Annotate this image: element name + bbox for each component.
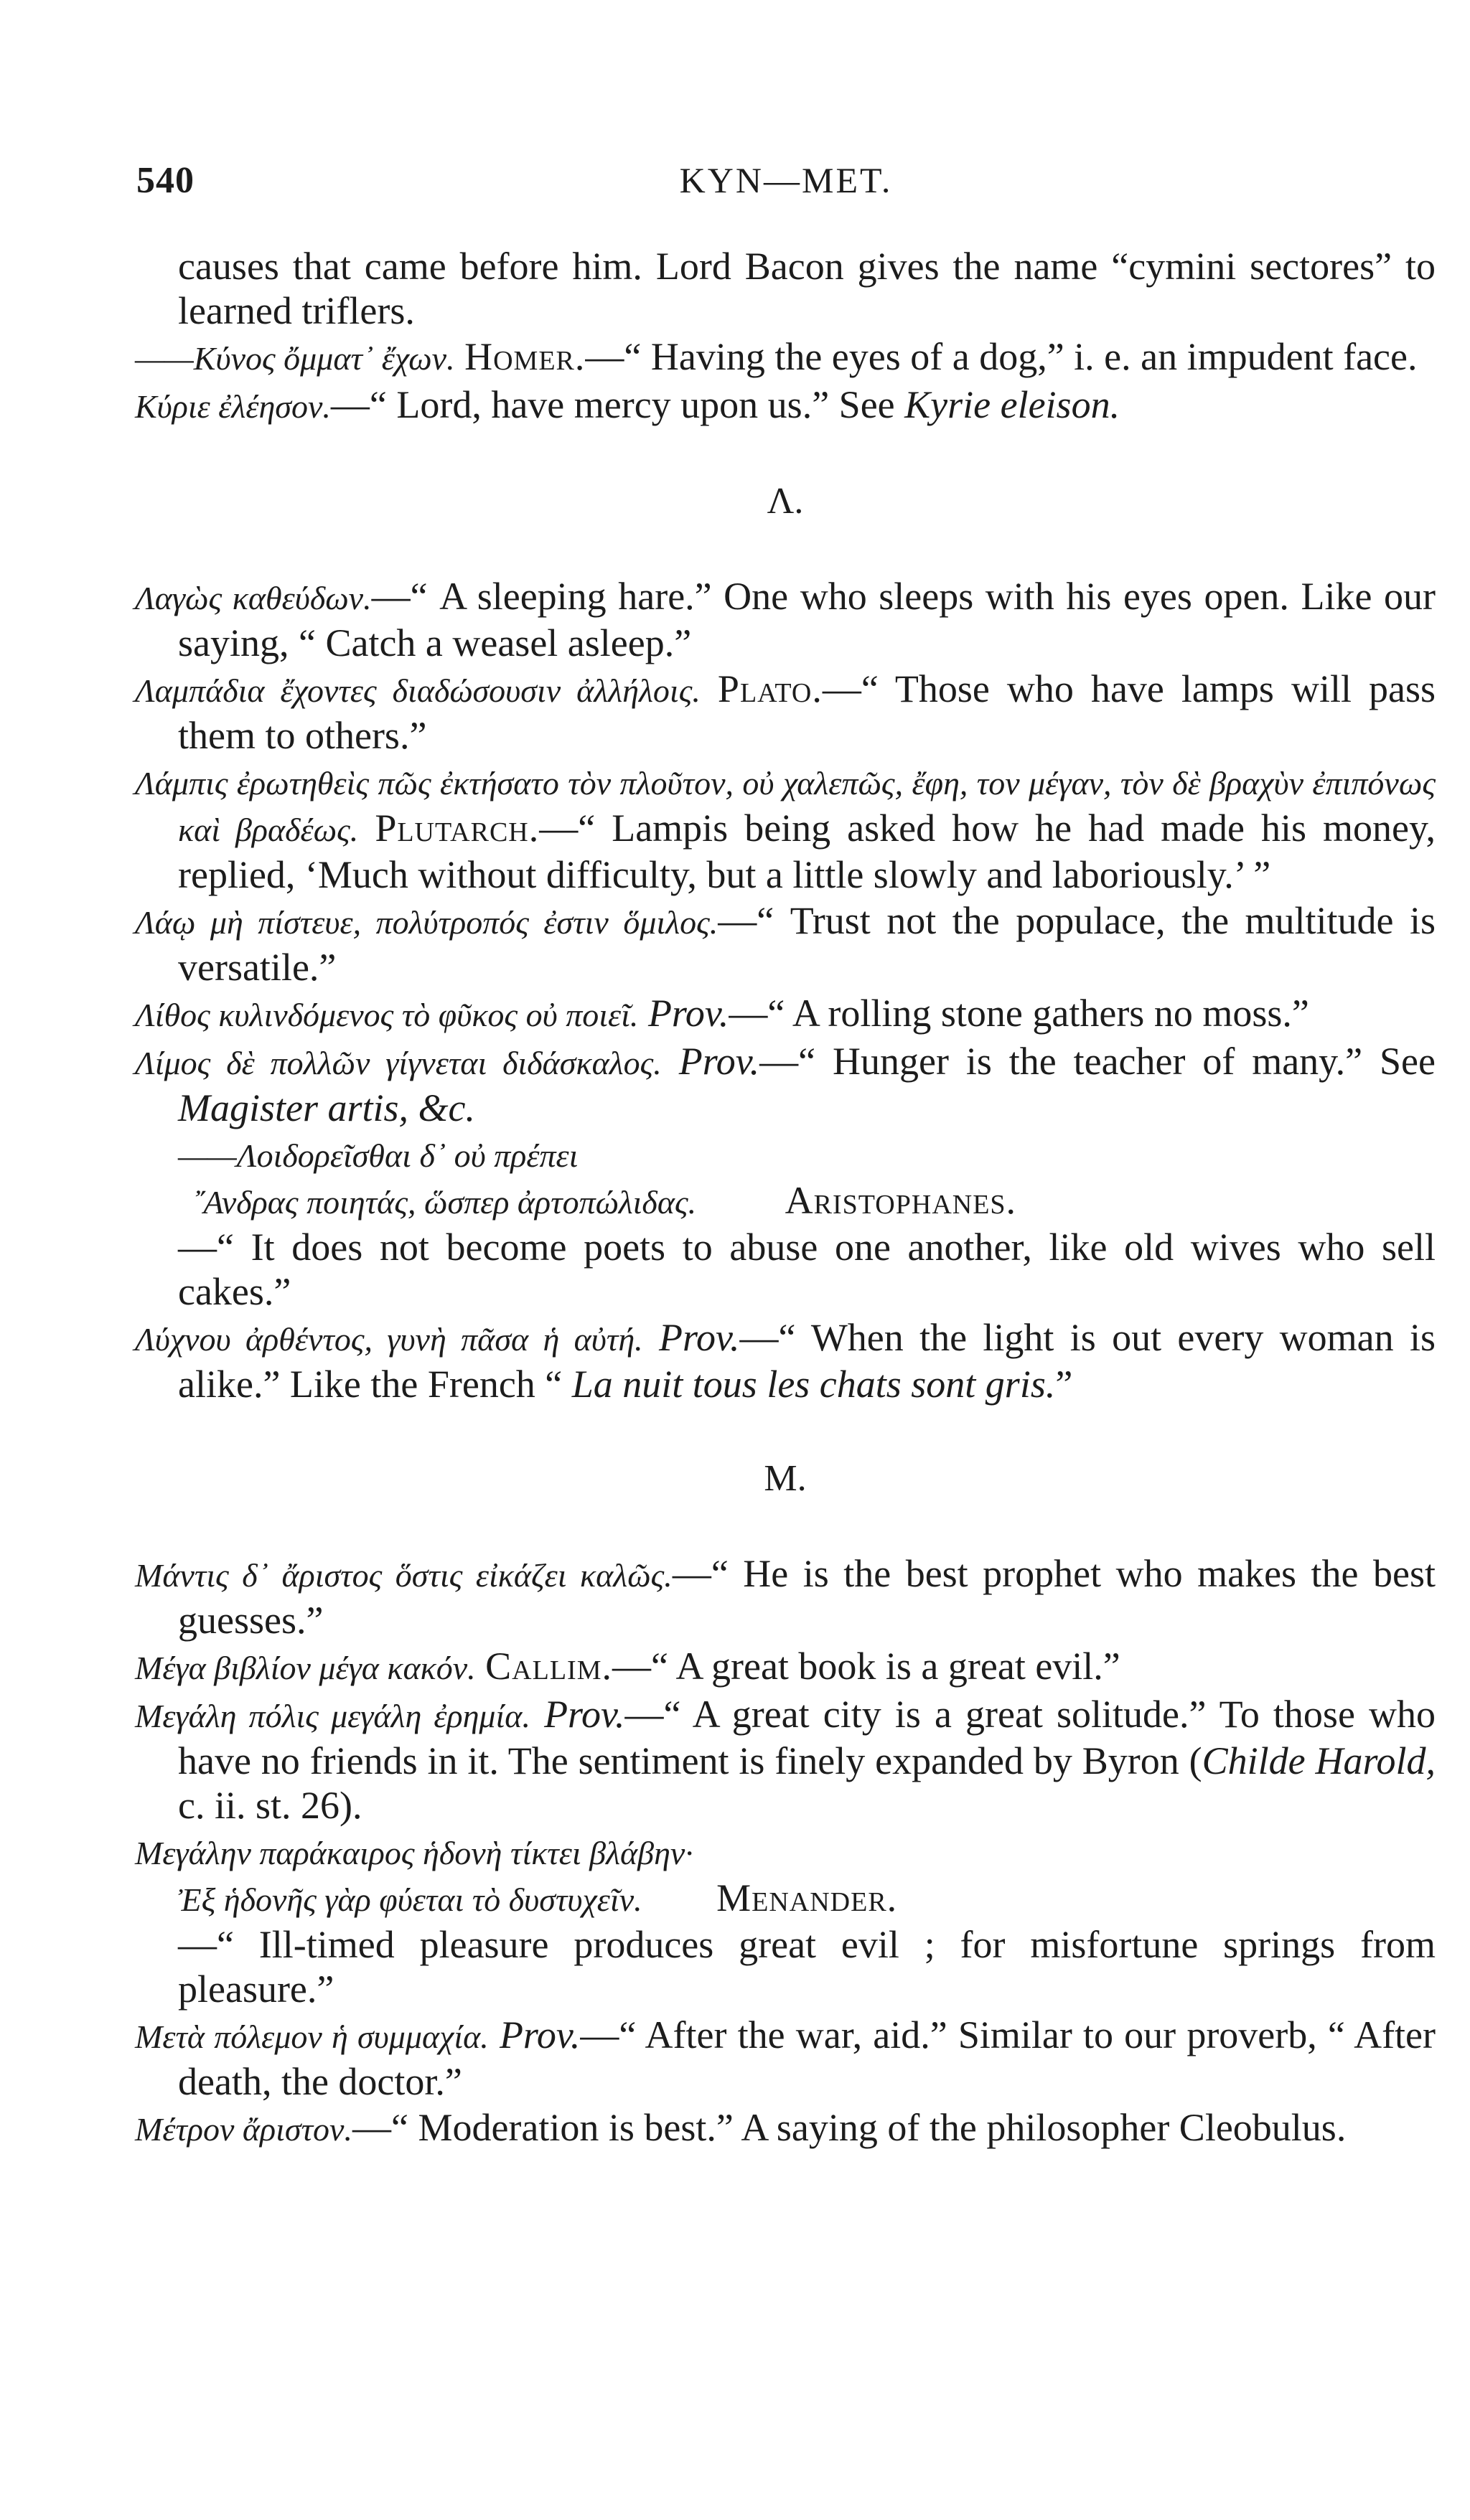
greek-phrase: Μεγάλη πόλις μεγάλη ἐρημία.: [135, 1698, 530, 1734]
translation: —“ Having the eyes of a dog,” i. e. an impudent face.: [585, 335, 1418, 378]
greek-phrase: Λάῳ μὴ πίστευε, πολύτροπός ἐστιν ὅμιλος.: [135, 904, 718, 941]
running-head: KYN—MET.: [679, 160, 893, 200]
source-author: Homer.: [464, 335, 586, 378]
cross-reference: Magister artis, &c.: [178, 1086, 475, 1129]
entry-lagos: [135, 574, 1436, 665]
translation: —“ After the war, aid.” Similar to our proverb, “ After death, the doctor.”: [178, 2013, 1436, 2103]
entry-text: causes that came before him. Lord Bacon gives the name “cymini sectores” to learned triflers.: [178, 245, 1436, 332]
source-author: Plato.: [717, 667, 823, 710]
source-author: Prov.: [659, 1316, 740, 1359]
translation-block: [135, 1225, 1436, 1314]
greek-phrase: ——Λοιδορεῖσθαι δ᾽ οὐ πρέπει: [178, 1137, 579, 1174]
cross-reference: La nuit tous les chats sont gris.: [571, 1363, 1056, 1406]
greek-phrase: Λίθος κυλινδόμενος τὸ φῦκος οὐ ποιεῖ.: [135, 997, 639, 1033]
entry-lampadia: [135, 667, 1436, 758]
greek-phrase: Ἐξ ἡδονῆς γὰρ φύεται τὸ δυστυχεῖν.: [178, 1881, 642, 1918]
page-header: [136, 159, 1436, 217]
source-author: Plutarch.: [375, 807, 540, 850]
entry-meta-polemon: [135, 2013, 1436, 2104]
translation: —“ Those who have lamps will pass them to others.”: [178, 667, 1436, 757]
greek-phrase: Λαμπάδια ἔχοντες διαδώσουσιν ἀλλήλοις.: [135, 672, 701, 709]
greek-phrase: ῎Ανδρας ποιητάς, ὥσπερ ἀρτοπώλιδας.: [192, 1184, 697, 1221]
section-heading-lambda: Λ.: [767, 481, 804, 522]
greek-phrase: Μεγάλην παράκαιρος ἡδονὴ τίκτει βλάβην·: [135, 1835, 693, 1871]
page-body: [135, 244, 1436, 2153]
verse-line: [135, 1178, 1436, 1225]
greek-phrase: Μέτρον ἄριστον.: [135, 2111, 352, 2148]
verse-line: [135, 1132, 1436, 1178]
translation: —“ A great book is a great evil.”: [612, 1645, 1120, 1688]
translation: —“ Hunger is the teacher of many.” See: [759, 1040, 1436, 1083]
translation: —“ A rolling stone gathers no moss.”: [729, 992, 1309, 1035]
entry-lao: [135, 898, 1436, 989]
source-author: Prov.: [678, 1040, 760, 1083]
greek-phrase: Κύριε ἐλέησον.: [135, 388, 331, 425]
greek-phrase: Λίμος δὲ πολλῶν γίγνεται διδάσκαλος.: [135, 1045, 662, 1081]
greek-phrase: Λαγὼς καθεύδων.: [135, 580, 372, 616]
entry-continuation: [135, 244, 1436, 333]
greek-phrase: Λάμπις ἐρωτηθεὶς πῶς ἐκτήσατο τὸν πλοῦτον, οὐ χαλεπῶς, ἔφη, τον μέγαν, τὸν δὲ βραχὺν ἐπιπόνως καὶ βραδέως.: [135, 765, 1436, 848]
verse-line: [135, 1876, 1436, 1922]
entry-loidoreisthai: [135, 1132, 1436, 1314]
translation-block: [135, 1922, 1436, 2011]
greek-phrase: Μέγα βιβλίον μέγα κακόν.: [135, 1650, 476, 1686]
page-number: 540: [136, 160, 195, 201]
translation: —“ Moderation is best.” A saying of the philosopher Cleobulus.: [352, 2106, 1347, 2149]
entry-mantis: [135, 1551, 1436, 1642]
section-heading-mu: M.: [764, 1458, 807, 1499]
entry-metron: [135, 2105, 1436, 2152]
entry-kyrie: [135, 382, 1436, 429]
cross-reference: Childe Harold,: [1202, 1739, 1436, 1782]
entry-megalen: [135, 1829, 1436, 2011]
cross-reference: Kyrie eleison.: [904, 383, 1120, 426]
reference-tail: c. ii. st. 26).: [178, 1784, 362, 1827]
greek-phrase: ——Κύνος ὄμματ᾽ ἔχων.: [135, 340, 455, 377]
translation: —“ Lord, have mercy upon us.” See: [330, 383, 905, 426]
translation: —“ Trust not the populace, the multitude is versatile.”: [178, 899, 1436, 989]
source-author: Callim.: [485, 1645, 612, 1688]
entry-lampis: [135, 759, 1436, 897]
entry-limos: [135, 1039, 1436, 1130]
translation: —“ Lampis being asked how he had made his money, replied, ‘Much without difficulty, but a little slowly and laboriously.’ ”: [178, 807, 1436, 896]
translation: —“ Ill-timed pleasure produces great evil ; for misfortune springs from pleasure.”: [178, 1923, 1436, 2011]
closing-quote: ”: [1055, 1363, 1073, 1406]
greek-phrase: Μάντις δ᾽ ἄριστος ὅστις εἰκάζει καλῶς.: [135, 1557, 673, 1594]
entry-mega-biblion: [135, 1644, 1436, 1691]
source-author: Aristophanes.: [785, 1179, 1017, 1222]
source-author: Prov.: [647, 992, 729, 1035]
translation: —“ A sleeping hare.” One who sleeps with his eyes open. Like our saying, “ Catch a weasel asleep.”: [178, 575, 1436, 664]
entry-lychnou: [135, 1315, 1436, 1406]
verse-line: [135, 1829, 1436, 1876]
entry-lithos: [135, 991, 1436, 1038]
translation: —“ He is the best prophet who makes the best guesses.”: [178, 1552, 1436, 1642]
translation: —“ It does not become poets to abuse one another, like old wives who sell cakes.”: [178, 1226, 1436, 1313]
source-author: Prov.: [544, 1693, 625, 1736]
source-author: Prov.: [499, 2013, 581, 2056]
entry-kynos: [135, 334, 1436, 381]
translation: —“ When the light is out every woman is alike.” Like the French “: [178, 1316, 1436, 1406]
greek-phrase: Μετὰ πόλεμον ἡ συμμαχία.: [135, 2018, 489, 2055]
translation: —“ A great city is a great solitude.” To those who have no friends in it. The sentiment is finely expanded by Byron (: [178, 1693, 1436, 1782]
entry-megale-polis: [135, 1692, 1436, 1828]
source-author: Menander.: [716, 1876, 898, 1919]
greek-phrase: Λύχνου ἀρθέντος, γυνὴ πᾶσα ἡ αὐτή.: [135, 1321, 643, 1358]
